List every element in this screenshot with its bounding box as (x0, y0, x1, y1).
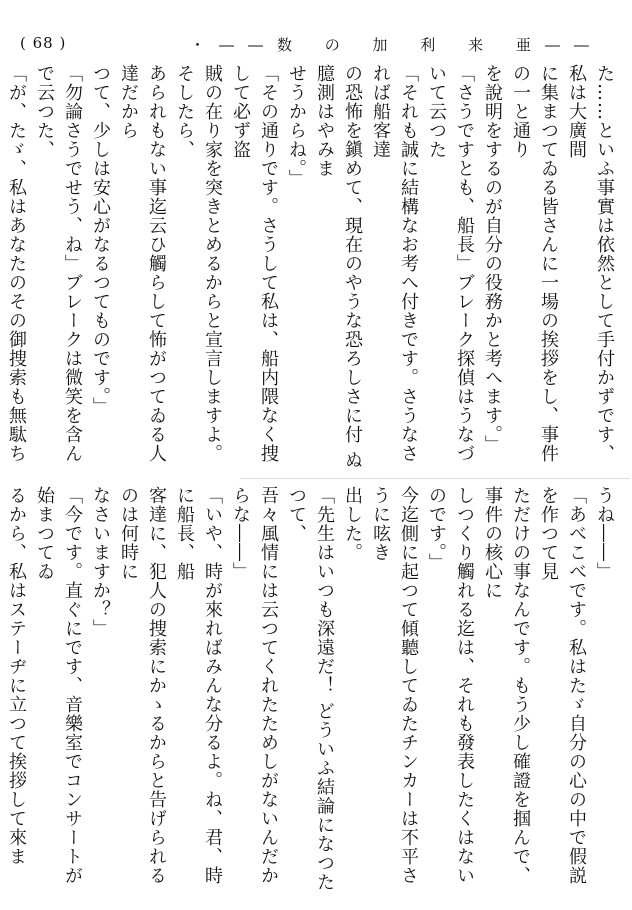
text-line: 今迄側に起つて傾聽してゐたチンカーは不平さうに呟き (370, 486, 419, 885)
upper-text-block (6, 64, 618, 474)
text-line: 客達に、犯人の捜索にかゝるからと告げられるのは何時に (118, 486, 167, 885)
text-line: なさいますか？」 (90, 486, 111, 638)
text-line: しつくり觸れる迄は、それも發表したくはないのです。」 (426, 486, 475, 885)
text-line: つて、少しは安心がなるつてものです。」 (90, 64, 111, 416)
text-line: うね――」 (594, 486, 615, 581)
text-line: 「いや、時が來ればみんな分るよ。ね、君、時に船長、船 (174, 486, 223, 885)
text-line: 賊の在り家を突きとめるからと宣言しますよ。そしたら、 (174, 64, 223, 463)
text-line: 出した。 (342, 486, 363, 562)
text-line: ただけの事なんです。もう少し確證を掴んで、事件の核心に (482, 486, 531, 885)
text-line: 吾々風情には云つてくれたためしがないんだからな――」 (230, 486, 279, 885)
block-divider (240, 478, 630, 479)
text-line: 「その通りです。さうして私は、船内隈なく捜して必ず盗 (230, 64, 279, 463)
text-line: を說明をするのが自分の役務かと考へます。」 (482, 64, 503, 454)
text-line: た……といふ事實は依然として手付かずです、私は大廣間 (566, 64, 615, 463)
text-line: 「あべこべです。私はたゞ自分の心の中で假説を作つて見 (538, 486, 587, 885)
text-line: 「今です。直ぐにです、音樂室でコンサートが始まつてゐ (34, 486, 83, 885)
page-header (20, 34, 620, 58)
text-line: 「が、たゞ、私はあなたのその御捜索も無駄ち (6, 64, 27, 463)
text-line: に集まつてゐる皆さんに一場の挨拶をし、事件の一と通り (510, 64, 559, 463)
lower-text-block (6, 486, 618, 900)
text-line: あられもない事迄云ひ觸らして怖がつてゐる人達だから (118, 64, 167, 463)
text-line: せうからね。」 (286, 64, 307, 188)
text-line: 「それも誠に結構なお考へ付きです。さうなされば船客達 (370, 64, 419, 463)
text-line: 「勿論さうでせう、ね」ブレークは微笑を含んで云つた、 (34, 64, 83, 463)
running-title: ・――数 の 加 利 来 亜―― (190, 36, 603, 54)
text-line: の恐怖を鎭めて、現在のやうな恐ろしさに付 ぬ臆測はやみま (314, 64, 363, 470)
text-line: 「さうですとも、船長」ブレーク探偵はうなづいて云つた (426, 64, 475, 463)
text-line: 「先生はいつも深遠だ！ どういふ結論になつたつて、 (286, 486, 335, 892)
text-line: るから、私はステーヂに立つて挨拶して來ま (6, 486, 27, 866)
page-number: ( 68 ) (20, 34, 67, 52)
